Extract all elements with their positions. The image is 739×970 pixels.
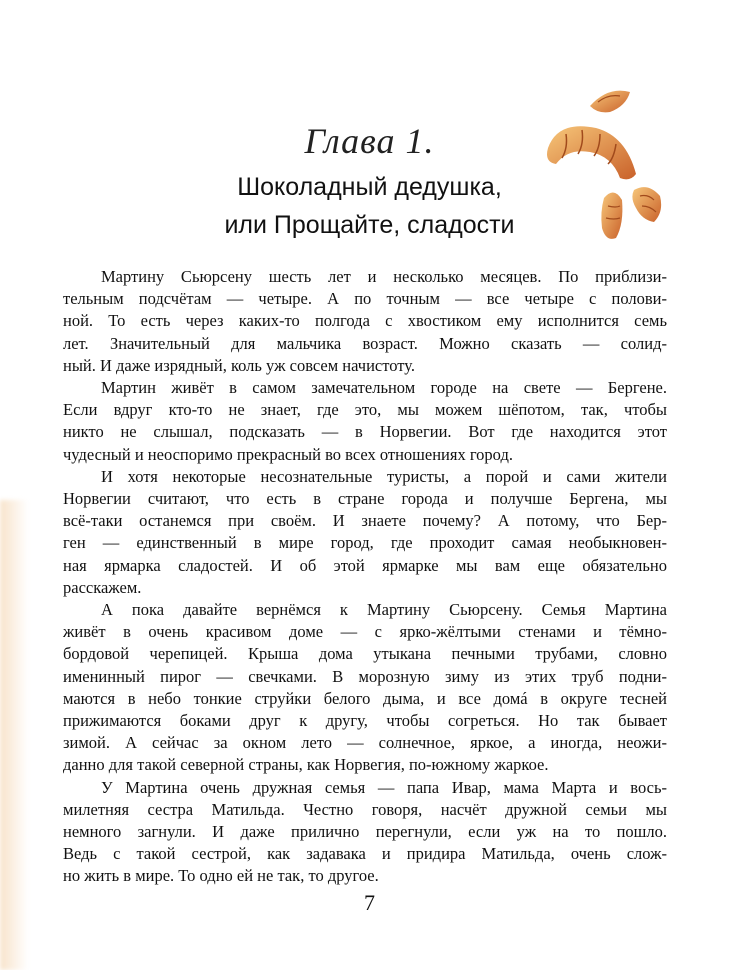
text-line: маются в небо тонкие струйки белого дыма, и все домá в округе тесней [63,688,667,708]
paragraph [63,466,667,599]
text-line: расскажем. [63,577,142,597]
page-number: 7 [364,890,375,915]
chapter-title-line-2: или Прощайте, сладости [224,211,515,239]
text-line: А пока давайте вернёмся к Мартину Сьюрсену. Семья Мартина [101,600,667,620]
text-line: но жить в мире. То одно ей не так, то другое. [63,866,379,886]
text-line: Если вдруг кто-то не знает, где это, мы можем шёпотом, так, чтобы [63,400,667,420]
text-line: Ведь с такой сестрой, как задавака и придира Матильда, очень слож- [63,844,667,864]
text-line: лет. Значительный для мальчика возраст. Можно сказать — солид- [63,333,667,353]
text-line: живёт в очень красивом доме — с ярко-жёлтыми стенами и тёмно- [63,622,667,642]
text-line: бордовой черепицей. Крыша дома утыкана печными трубами, словно [63,644,667,664]
text-line: тельным подсчётам — четыре. А по точным — все четыре с полови- [63,289,667,309]
text-line: ной. То есть через каких-то полгода с хвостиком ему исполнится семь [63,311,667,331]
text-line: никто не слышал, подсказать — в Норвегии. Вот где находится этот [63,422,667,442]
text-line: Норвегии считают, что есть в стране города и получше Бергена, мы [63,489,667,509]
text-line: Мартину Сьюрсену шесть лет и несколько месяцев. По приблизи- [101,267,667,286]
croissant-small-top-icon [590,91,630,113]
body-text [63,266,667,888]
text-line: ген — единственный в мире город, где проходит самая необыкновен- [63,533,667,553]
text-line: зимой. А сейчас за окном лето — солнечное, яркое, а иногда, неожи- [63,733,667,753]
text-line: именинный пирог — свечками. В морозную зиму из этих труб подни- [63,666,667,686]
text-line: данно для такой северной страны, как Норвегия, по-южному жаркое. [63,755,549,775]
text-line: всё-таки останемся при своём. И знаете почему? А потому, что Бер- [63,511,667,531]
paragraph [63,377,667,466]
paragraph [63,777,667,888]
text-line: ная ярмарка сладостей. И об этой ярмарке мы вам еще обязательно [63,555,667,575]
paragraph [63,266,667,377]
paragraph [63,599,667,777]
chapter-number: Глава 1. [304,121,435,161]
text-line: чудесный и неоспоримо прекрасный во всех отношениях город. [63,444,513,464]
chapter-title [0,168,739,244]
text-line: ный. И даже изрядный, коль уж совсем начистоту. [63,355,415,375]
text-line: милетняя сестра Матильда. Честно говоря, насчёт дружной семьи мы [63,799,667,819]
text-line: немного загнули. И даже прилично перегнули, если уж на то пошло. [63,822,667,842]
chapter-title-line-1: Шоколадный дедушка, [237,173,502,201]
text-line: прижимаются боками друг к другу, чтобы согреться. Но так бывает [63,711,667,731]
text-line: Мартин живёт в самом замечательном городе на свете — Бергене. [101,378,667,398]
text-line: У Мартина очень дружная семья — папа Ивар, мама Марта и вось- [101,777,667,797]
text-line: И хотя некоторые несознательные туристы, а порой и сами жители [101,466,667,486]
